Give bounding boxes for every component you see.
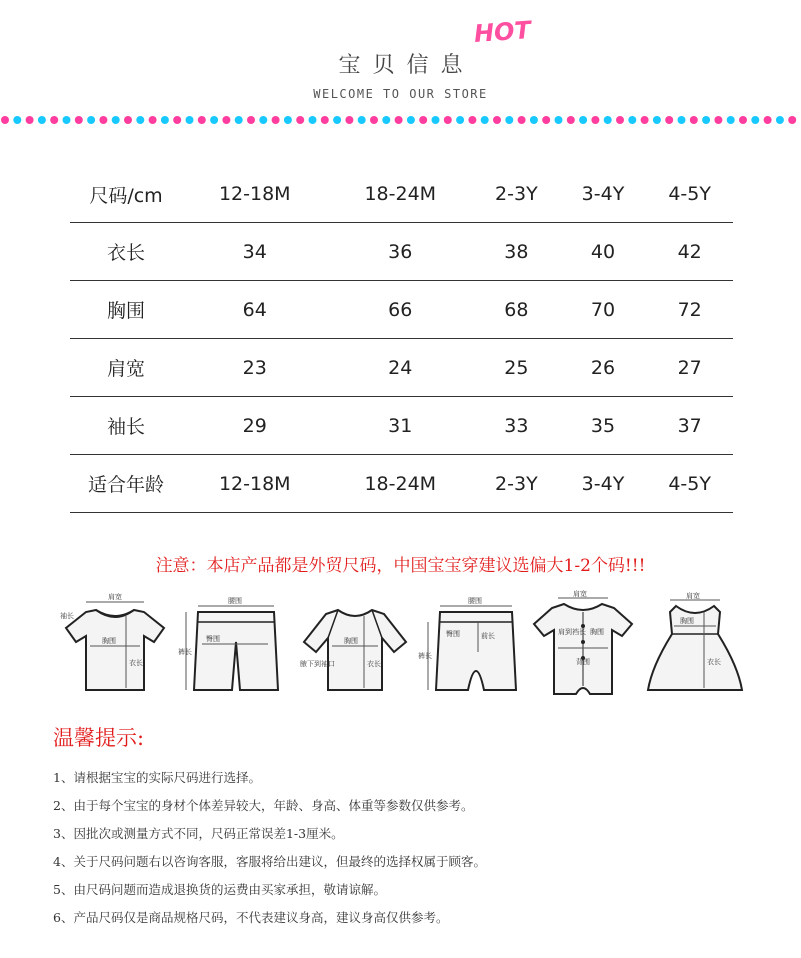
divider-dot	[173, 116, 181, 124]
divider-dot	[505, 116, 513, 124]
dress-shoulder-label: 肩宽	[686, 592, 700, 600]
divider-dot	[604, 116, 612, 124]
tip-item: 3、因批次或测量方式不同，尺码正常误差1-3厘米。	[53, 826, 344, 841]
table-cell: 37	[646, 397, 733, 455]
notice-text: 本店产品都是外贸尺码，中国宝宝穿建议选偏大1-2个码!!!	[206, 556, 646, 576]
tip-item: 1、请根据宝宝的实际尺码进行选择。	[53, 770, 261, 785]
divider-dot	[112, 116, 120, 124]
divider-dot	[50, 116, 58, 124]
divider-dot	[764, 116, 772, 124]
table-cell: 26	[560, 339, 647, 397]
divider-dot	[678, 116, 686, 124]
divider-dot	[690, 116, 698, 124]
romper-shorts-front-label: 前长	[481, 632, 495, 640]
shorts-length-label: 裤长	[178, 648, 192, 656]
divider-dot	[714, 116, 722, 124]
table-cell: 31	[328, 397, 474, 455]
tips-title: 温馨提示:	[53, 726, 145, 750]
divider-dot	[235, 116, 243, 124]
table-cell: 33	[473, 397, 560, 455]
shorts-waist-label: 腰围	[228, 597, 242, 605]
divider-dot	[739, 116, 747, 124]
row-label: 胸围	[70, 281, 182, 339]
tip-item: 6、产品尺码仅是商品规格尺码，不代表建议身高，建议身高仅供参考。	[53, 910, 449, 925]
divider-dot	[296, 116, 304, 124]
dress-length-label: 衣长	[707, 658, 721, 666]
divider-dot	[579, 116, 587, 124]
tshirt-sleeve-label: 袖长	[60, 612, 74, 620]
header-cell: 4-5Y	[646, 166, 733, 223]
tip-item: 4、关于尺码问题右以咨询客服，客服将给出建议，但最终的选择权属于顾客。	[53, 854, 486, 869]
table-cell: 18-24M	[328, 455, 474, 513]
table-row	[70, 455, 733, 513]
header-cell: 12-18M	[182, 166, 328, 223]
divider-dot	[247, 116, 255, 124]
raglan-chest-label: 胸围	[344, 637, 358, 645]
dotted-divider	[0, 114, 801, 126]
table-cell: 68	[473, 281, 560, 339]
table-cell: 35	[560, 397, 647, 455]
table-cell: 25	[473, 339, 560, 397]
table-cell: 24	[328, 339, 474, 397]
shorts-hip-label: 臀围	[206, 635, 220, 643]
divider-dot	[751, 116, 759, 124]
table-cell: 38	[473, 223, 560, 281]
divider-dot	[727, 116, 735, 124]
shorts-diagram	[178, 590, 288, 700]
romper-shoulder-label: 肩宽	[573, 590, 587, 598]
row-label: 适合年龄	[70, 455, 182, 513]
divider-dot	[136, 116, 144, 124]
page-subtitle: WELCOME TO OUR STORE	[313, 87, 488, 101]
divider-dot	[63, 116, 71, 124]
divider-dot	[75, 116, 83, 124]
size-table	[70, 166, 733, 513]
divider-dot	[210, 116, 218, 124]
divider-dot	[641, 116, 649, 124]
divider-dot	[493, 116, 501, 124]
table-cell: 4-5Y	[646, 455, 733, 513]
divider-dot	[186, 116, 194, 124]
tip-item: 2、由于每个宝宝的身材个体差异较大，年龄、身高、体重等参数仅供参考。	[53, 798, 474, 813]
table-row	[70, 281, 733, 339]
divider-dot	[653, 116, 661, 124]
divider-dot	[468, 116, 476, 124]
size-table-header	[70, 166, 733, 223]
table-cell: 36	[328, 223, 474, 281]
table-cell: 40	[560, 223, 647, 281]
notice-label: 注意：	[155, 556, 207, 576]
divider-dot	[788, 116, 796, 124]
table-row	[70, 223, 733, 281]
table-cell: 64	[182, 281, 328, 339]
table-cell: 66	[328, 281, 474, 339]
table-cell: 3-4Y	[560, 455, 647, 513]
divider-dot	[419, 116, 427, 124]
divider-dot	[149, 116, 157, 124]
divider-dot	[776, 116, 784, 124]
romper-length-label: 肩到裆长	[558, 628, 586, 636]
divider-dot	[628, 116, 636, 124]
divider-dot	[432, 116, 440, 124]
table-cell: 34	[182, 223, 328, 281]
divider-dot	[395, 116, 403, 124]
row-label: 袖长	[70, 397, 182, 455]
divider-dot	[407, 116, 415, 124]
table-cell: 2-3Y	[473, 455, 560, 513]
table-cell: 72	[646, 281, 733, 339]
romper-back-label: 背围	[576, 658, 590, 666]
divider-dot	[542, 116, 550, 124]
tshirt-length-label: 衣长	[129, 659, 143, 667]
divider-dot	[26, 116, 34, 124]
table-row	[70, 397, 733, 455]
divider-dot	[358, 116, 366, 124]
table-cell: 12-18M	[182, 455, 328, 513]
romper-diagram	[528, 590, 638, 710]
divider-dot	[702, 116, 710, 124]
row-label: 肩宽	[70, 339, 182, 397]
divider-dot	[161, 116, 169, 124]
divider-dot	[309, 116, 317, 124]
tshirt-diagram	[58, 590, 168, 700]
divider-dot	[530, 116, 538, 124]
table-cell: 42	[646, 223, 733, 281]
divider-dot	[99, 116, 107, 124]
dress-chest-label: 胸围	[680, 617, 694, 625]
header-cell: 18-24M	[328, 166, 474, 223]
divider-dot	[481, 116, 489, 124]
row-label: 衣长	[70, 223, 182, 281]
divider-dot	[555, 116, 563, 124]
size-notice	[0, 551, 801, 576]
header-cell: 2-3Y	[473, 166, 560, 223]
divider-dot	[198, 116, 206, 124]
tshirt-shoulder-label: 肩宽	[108, 593, 122, 601]
table-cell: 27	[646, 339, 733, 397]
romper-shorts-diagram	[418, 590, 528, 700]
romper-shorts-hip-label: 臀围	[446, 630, 460, 638]
divider-dot	[38, 116, 46, 124]
tip-item: 5、由尺码问题而造成退换货的运费由买家承担，敬请谅解。	[53, 882, 386, 897]
divider-dot	[284, 116, 292, 124]
divider-dot	[382, 116, 390, 124]
dress-diagram	[640, 590, 750, 700]
divider-dot	[222, 116, 230, 124]
divider-dot	[518, 116, 526, 124]
divider-dot	[321, 116, 329, 124]
table-row	[70, 339, 733, 397]
measurement-diagrams	[50, 590, 751, 710]
table-cell: 23	[182, 339, 328, 397]
divider-dot	[591, 116, 599, 124]
divider-dot	[567, 116, 575, 124]
divider-dot	[124, 116, 132, 124]
raglan-length-label: 衣长	[367, 660, 381, 668]
divider-dot	[333, 116, 341, 124]
raglan-armpit-label: 腋下到袖口	[300, 660, 335, 668]
romper-shorts-leg-label: 裤长	[418, 652, 432, 660]
header-cell: 尺码/cm	[70, 166, 182, 223]
divider-dot	[665, 116, 673, 124]
divider-dot	[456, 116, 464, 124]
hot-badge: HOT	[473, 16, 532, 48]
divider-dot	[13, 116, 21, 124]
tshirt-chest-label: 胸围	[102, 637, 116, 645]
divider-dot	[345, 116, 353, 124]
tips-list	[53, 770, 486, 938]
divider-dot	[370, 116, 378, 124]
romper-shorts-waist-label: 腰围	[468, 597, 482, 605]
romper-chest-label: 胸围	[590, 628, 604, 636]
raglan-diagram	[298, 590, 408, 700]
table-cell: 70	[560, 281, 647, 339]
page-title: 宝贝信息	[338, 53, 475, 78]
divider-dot	[87, 116, 95, 124]
divider-dot	[1, 116, 9, 124]
divider-dot	[444, 116, 452, 124]
header-cell: 3-4Y	[560, 166, 647, 223]
divider-dot	[272, 116, 280, 124]
table-cell: 29	[182, 397, 328, 455]
divider-dot	[259, 116, 267, 124]
divider-dot	[616, 116, 624, 124]
